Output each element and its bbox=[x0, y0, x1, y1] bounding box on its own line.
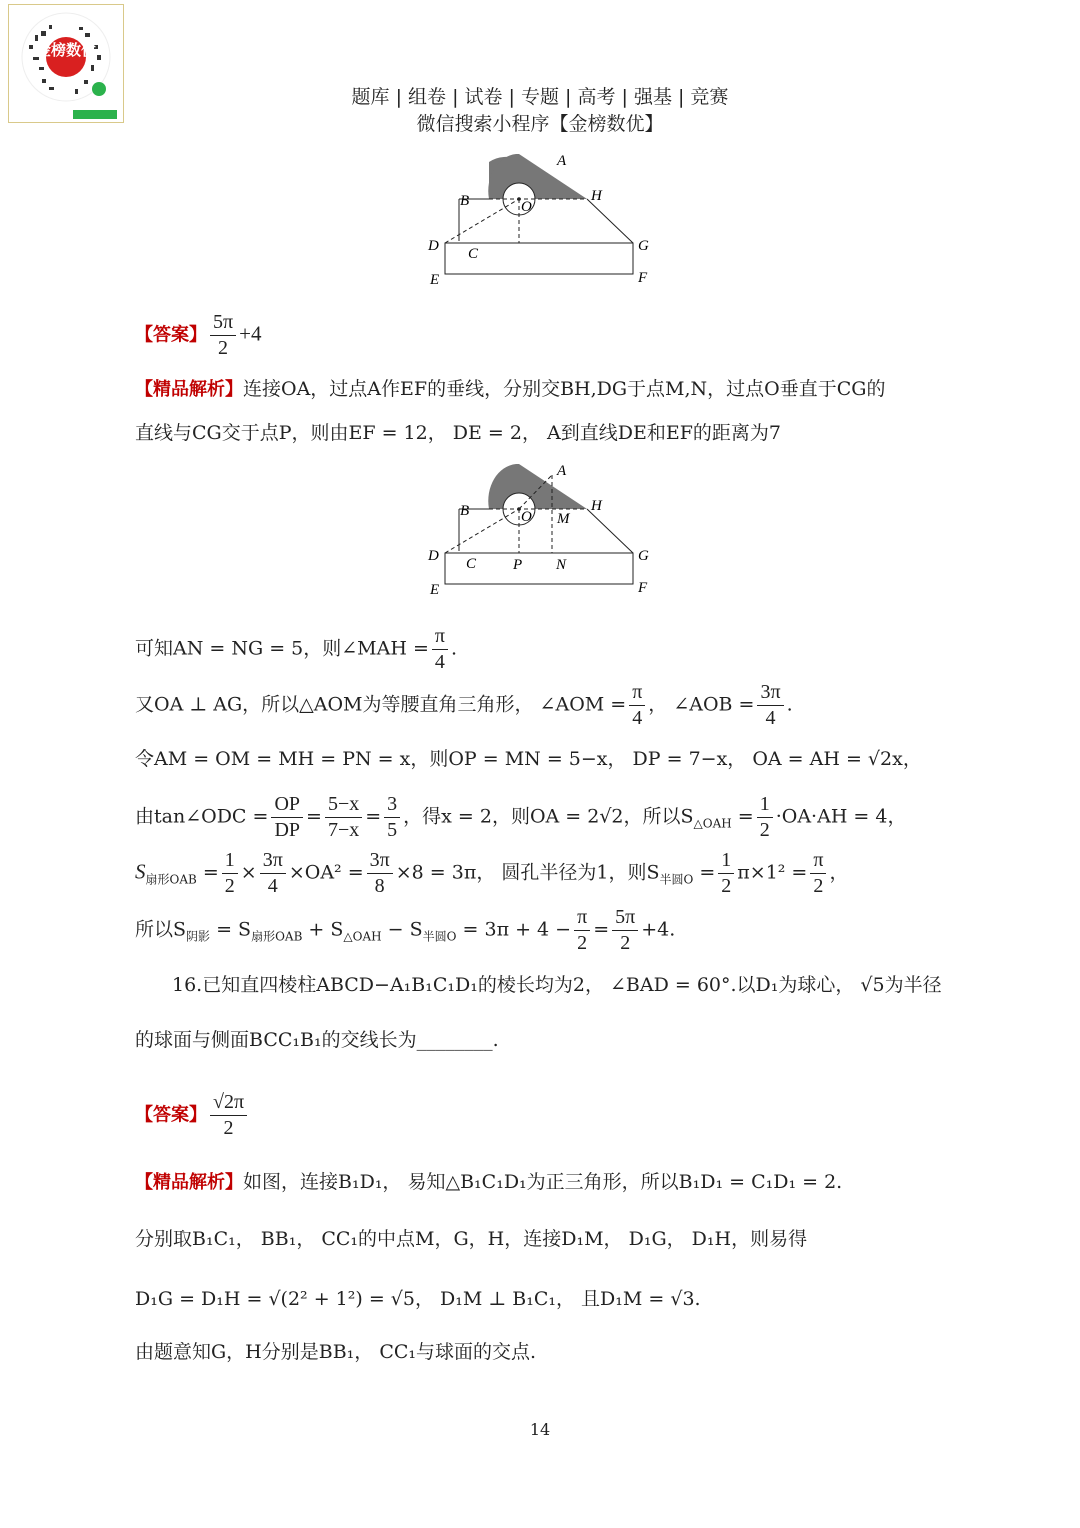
q15-analysis-line1 bbox=[135, 380, 885, 399]
analysis-text-1: 连接OA，过点A作EF的垂线，分别交BH,DG于点M,N，过点O垂直于CG的 bbox=[243, 378, 886, 400]
fig2-label-H: H bbox=[591, 498, 602, 514]
page-number: 14 bbox=[529, 1420, 551, 1439]
fig2-label-F: F bbox=[638, 580, 648, 596]
fig1-label-G: G bbox=[638, 238, 649, 254]
q15-answer bbox=[135, 310, 261, 361]
figure-1 bbox=[420, 145, 660, 295]
fig1-label-A: A bbox=[557, 153, 567, 169]
q16-analysis-label: 【精品解析】 bbox=[135, 1172, 243, 1193]
fig1-label-C: C bbox=[468, 246, 479, 262]
step4-mid: ，得x = 2，则OA = 2√2，所以S bbox=[403, 805, 694, 828]
step2-num2: 3π bbox=[757, 680, 783, 706]
fig2-label-O: O bbox=[521, 509, 532, 525]
q16-answer bbox=[135, 1090, 250, 1141]
q16-analysis-line4: 由题意知G，H分别是BB₁， CC₁与球面的交点. bbox=[135, 1341, 537, 1363]
step2-mid: ， ∠AOB = bbox=[648, 693, 755, 716]
fig2-label-C: C bbox=[466, 556, 477, 572]
figure-2 bbox=[420, 455, 660, 605]
q15-step4: 由tan∠ODC = $\frac{OP}{DP}$ = $\frac{5-x}{7-x}$ = $\frac{3}{5}$ ，得x = 2，则OA = 2√2，所以$S_{\triangle OAH}$ = $\frac{1}{2}$ ·OA·AH = 4， bbox=[135, 793, 907, 841]
step2-den2: 4 bbox=[765, 707, 776, 729]
q16-question-line1: 16.已知直四棱柱ABCD−A₁B₁C₁D₁的棱长均为2， ∠BAD = 60°.以D₁为球心， √5为半径 bbox=[172, 974, 942, 996]
fig1-label-O: O bbox=[521, 199, 532, 215]
step1-prefix: 可知AN = NG = 5，则∠MAH = bbox=[135, 637, 429, 660]
fig2-label-P: P bbox=[513, 557, 523, 573]
fig2-label-M: M bbox=[557, 511, 570, 527]
header-subtitle: 微信搜索小程序【金榜数优】 bbox=[416, 113, 664, 135]
logo-center-text: 金榜数优 bbox=[35, 41, 97, 59]
q15-step6: 所以$S_{阴影} = S_{扇形OAB} + S_{\triangle OAH} - S_{半圆O} = 3\pi + 4$ − $\frac{\pi}{2}$ = $\frac{5\pi}{2}$ +4. bbox=[135, 906, 676, 954]
q16-analysis-line1: 【精品解析】如图，连接B₁D₁， 易知△B₁C₁D₁为正三角形，所以B₁D₁ = C₁D₁ = 2. bbox=[135, 1171, 843, 1193]
fig1-label-E: E bbox=[430, 272, 440, 288]
fig2-label-E: E bbox=[430, 582, 440, 598]
step4-tail: ·OA·AH = 4， bbox=[775, 805, 907, 828]
step2-num1: π bbox=[629, 680, 645, 706]
fig2-label-D: D bbox=[428, 548, 439, 564]
q16-analysis-line3: D₁G = D₁H = √(2² + 1²) = √5， D₁M ⊥ B₁C₁， 且D₁M = √3. bbox=[135, 1288, 701, 1310]
q16-question-line2: 的球面与侧面BCC₁B₁的交线长为________. bbox=[135, 1029, 499, 1051]
answer-tail: +4 bbox=[239, 321, 262, 346]
q15-analysis-line2: 直线与CG交于点P，则由EF = 12， DE = 2， A到直线DE和EF的距离为7 bbox=[135, 422, 781, 444]
q15-step2: 又OA ⊥ AG，所以△AOM为等腰直角三角形， ∠AOM = $\frac{\pi}{4}$ ， ∠AOB = $\frac{3\pi}{4}$ . bbox=[135, 681, 793, 729]
step2-prefix: 又OA ⊥ AG，所以△AOM为等腰直角三角形， ∠AOM = bbox=[135, 693, 627, 716]
q16-answer-den: 2 bbox=[223, 1117, 234, 1139]
header-nav: 题库 | 组卷 | 试卷 | 专题 | 高考 | 强基 | 竞赛 bbox=[351, 86, 729, 108]
step4-prefix: 由tan∠ODC = bbox=[135, 805, 269, 828]
fig1-label-H: H bbox=[591, 188, 602, 204]
fig2-label-G: G bbox=[638, 548, 649, 564]
answer-num: 5π bbox=[210, 310, 236, 336]
step2-den1: 4 bbox=[632, 707, 643, 729]
q15-step5: $S_{扇形OAB}$ = $\frac{1}{2}$ × $\frac{3\pi}{4}$ ×OA² = $\frac{3\pi}{8}$ ×8 = 3π， 圆孔半径为1，则$S_{半圆O}$ = $\frac{1}{2}$ π×1² = $\frac{\pi}{2}$ ， bbox=[135, 849, 849, 897]
q15-step1: 可知AN = NG = 5，则∠MAH = $\frac{\pi}{4}$ . bbox=[135, 625, 458, 673]
fig1-label-B: B bbox=[460, 193, 470, 209]
q16-answer-label: 【答案】 bbox=[135, 1104, 207, 1126]
fig1-label-D: D bbox=[428, 238, 439, 254]
q16-answer-num: √2π bbox=[210, 1090, 247, 1116]
step1-den: 4 bbox=[434, 651, 445, 673]
step1-num: π bbox=[432, 624, 448, 650]
answer-den: 2 bbox=[218, 337, 229, 359]
fig2-label-N: N bbox=[556, 557, 567, 573]
fig2-label-A: A bbox=[557, 463, 567, 479]
answer-label: 【答案】 bbox=[135, 324, 207, 346]
q15-step3: 令AM = OM = MH = PN = x，则OP = MN = 5−x， DP = 7−x， OA = AH = √2x， bbox=[135, 748, 922, 770]
q16-analysis-line2: 分别取B₁C₁， BB₁， CC₁的中点M，G，H，连接D₁M， D₁G， D₁H，则易得 bbox=[135, 1228, 808, 1250]
analysis-label: 【精品解析】 bbox=[135, 379, 243, 400]
fig2-label-B: B bbox=[460, 503, 470, 519]
fig1-label-F: F bbox=[638, 270, 648, 286]
